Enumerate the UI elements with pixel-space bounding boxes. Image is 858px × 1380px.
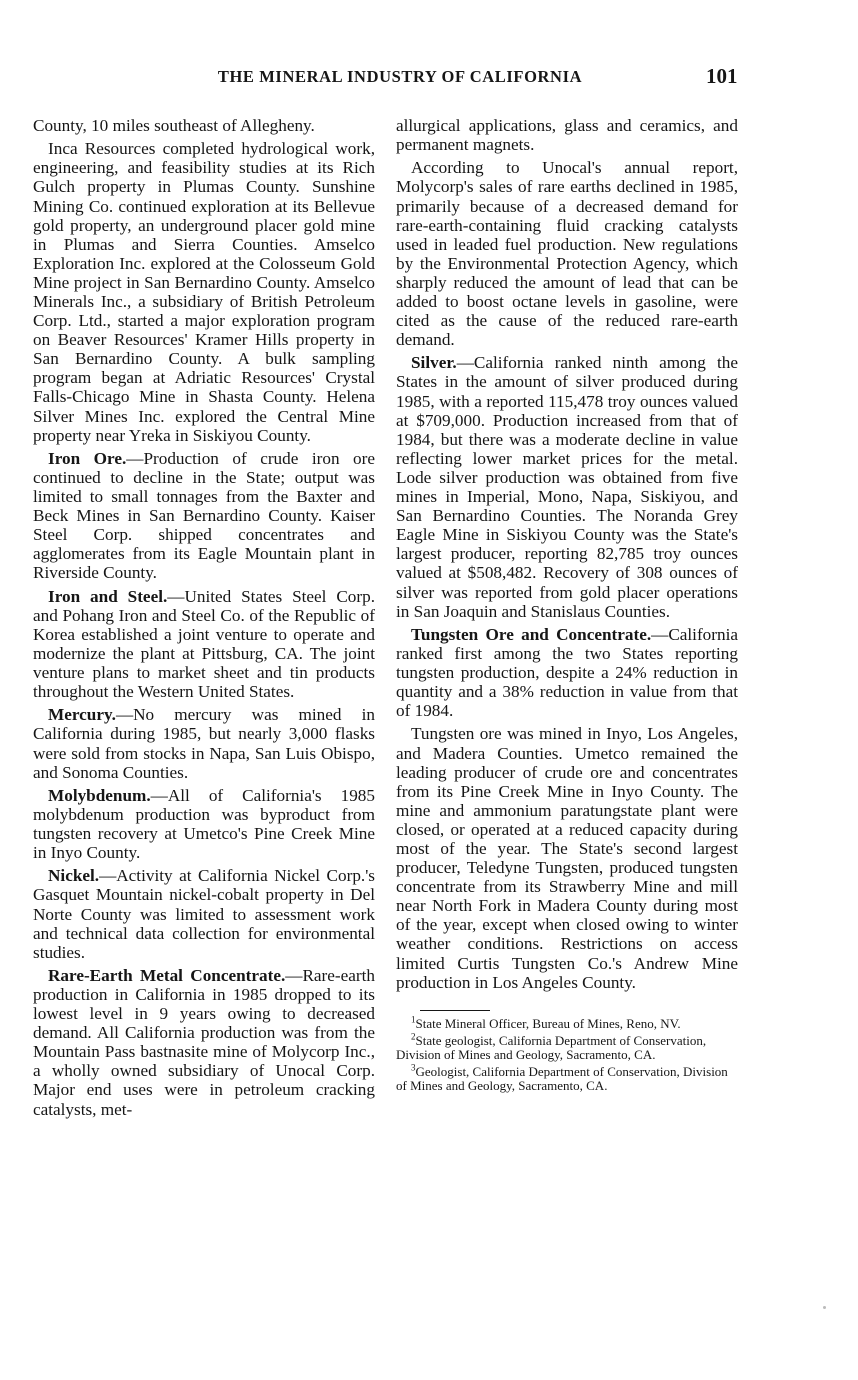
- footnote-text: Geologist, California Department of Conservation, Division of Mines and Geology, Sacramento, CA.: [396, 1063, 728, 1093]
- footnote-mark: 2: [411, 1031, 416, 1042]
- section-heading: Nickel.: [48, 866, 100, 886]
- footnote-mark: 1: [411, 1014, 416, 1025]
- footnote: [396, 1014, 738, 1032]
- section-nickel: [33, 866, 375, 961]
- section-heading: Iron Ore.: [48, 448, 127, 468]
- section-rare-earth: [33, 966, 375, 1119]
- footnote-divider: [420, 1010, 490, 1012]
- section-silver: [396, 353, 738, 620]
- section-iron-and-steel: [33, 587, 375, 702]
- section-heading: Rare-Earth Metal Concentrate.: [48, 965, 286, 985]
- section-heading: Mercury.: [48, 705, 116, 725]
- paragraph-tungsten-mines: Tungsten ore was mined in Inyo, Los Angeles, and Madera Counties. Umetco remained the leading producer of crude ore and concentrates from its Pine Creek Mine in Inyo County. The mine and ammonium paratungstate plant were closed, or operated at a reduced capacity during most of the year. The State's second largest producer, Teledyne Tungsten, produced tungsten concentrate from its Strawberry Mine and mill near North Fork in Madera County during most of the year, except when closed owing to winter weather conditions. Restrictions on access limited Curtis Tungsten Co.'s Andrew Mine production in Los Angeles County.: [396, 724, 738, 992]
- footnote: [396, 1031, 738, 1062]
- section-text: —California ranked first among the two States reporting tungsten production, despite a 24% reduction in quantity and a 38% reduction in value from that of 1984.: [396, 624, 738, 721]
- running-header-title: THE MINERAL INDUSTRY OF CALIFORNIA: [217, 67, 583, 86]
- section-text: —California ranked ninth among the States in the amount of silver produced during 1985, with a reported 115,478 troy ounces valued at $709,000. Production increased from that of 1984, but there was a moderate decline in value reflecting lower market prices for the metal. Lode silver production was obtained from five mines in Imperial, Mono, Napa, Siskiyou, and San Bernardino Counties. The Noranda Grey Eagle Mine in Siskiyou County was the State's largest producer, reporting 82,785 troy ounces valued at $508,482. Recovery of 308 ounces of silver was reported from gold placer operations in San Joaquin and Stanislaus Counties.: [396, 353, 738, 621]
- footnote-text: State geologist, California Department of Conservation, Division of Mines and Geology, Sacramento, CA.: [396, 1033, 707, 1062]
- section-heading: Tungsten Ore and Concentrate.: [411, 624, 652, 644]
- scan-speck: [823, 1306, 826, 1309]
- section-text: —Rare-earth production in California in 1985 dropped to its lowest level in 9 years owing to decreased demand. All California production was from the Mountain Pass bastnasite mine of Molycorp Inc., a wholly owned subsidiary of Unocal Corp. Major end uses were in petroleum cracking catalysts, met-: [33, 965, 375, 1119]
- footnote-text: State Mineral Officer, Bureau of Mines, Reno, NV.: [415, 1016, 681, 1032]
- left-column: [33, 116, 375, 1119]
- section-text: —Activity at California Nickel Corp.'s Gasquet Mountain nickel-cobalt property in Del Norte County was limited to assessment work and technical data collection for environmental studies.: [33, 866, 375, 962]
- section-text: —Production of crude iron ore continued to decline in the State; output was limited to small tonnages from the Baxter and Beck Mines in San Bernardino County. Kaiser Steel Corp. shipped concentrates and agglomerates from its Eagle Mountain plant in Riverside County.: [33, 448, 375, 583]
- section-iron-ore: [33, 449, 375, 583]
- section-heading: Iron and Steel.: [48, 586, 168, 606]
- section-tungsten: [396, 625, 738, 720]
- section-mercury: [33, 705, 375, 781]
- footnote: [396, 1062, 738, 1093]
- paragraph-continuation: allurgical applications, glass and ceramics, and permanent magnets.: [396, 116, 738, 155]
- section-heading: Silver.: [411, 353, 457, 373]
- paragraph-molycorp: According to Unocal's annual report, Molycorp's sales of rare earths declined in 1985, primarily because of a decreased demand for rare-earth-containing fluid cracking catalysts used in leaded fuel production. New regulations by the Environmental Protection Agency, which sharply reduced the amount of lead that can be added to boost octane levels in gasoline, were cited as the cause of the reduced rare-earth demand.: [396, 158, 738, 350]
- paragraph-exploration: Inca Resources completed hydrological work, engineering, and feasibility studies at its Rich Gulch property in Plumas County. Sunshine Mining Co. continued exploration at its Bellevue gold property, an underground placer gold mine in Plumas and Sierra Counties. Amselco Exploration Inc. explored at the Colosseum Gold Mine project in San Bernardino County. Amselco Minerals Inc., a subsidiary of British Petroleum Corp. Ltd., started a major exploration program on Beaver Resources' Kramer Hills property in San Bernardino County. A bulk sampling program began at Adriatic Resources' Crystal Falls-Chicago Mine in Shasta County. Helena Silver Mines Inc. explored the Central Mine property near Yreka in Siskiyou County.: [33, 139, 375, 445]
- section-text: —No mercury was mined in California during 1985, but nearly 3,000 flasks were sold from stocks in Napa, San Luis Obispo, and Sonoma Counties.: [33, 705, 375, 782]
- section-molybdenum: [33, 786, 375, 862]
- right-column: [396, 116, 738, 1096]
- section-heading: Molybdenum.: [48, 785, 151, 805]
- section-text: —United States Steel Corp. and Pohang Iron and Steel Co. of the Republic of Korea established a joint venture to operate and modernize the plant at Pittsburg, CA. The joint venture plans to market sheet and tin products throughout the Western United States.: [33, 586, 375, 702]
- footnote-mark: 3: [411, 1062, 416, 1073]
- paragraph-continuation: County, 10 miles southeast of Allegheny.: [33, 116, 315, 135]
- page-number: 101: [706, 64, 738, 88]
- section-text: —All of California's 1985 molybdenum production was byproduct from tungsten recovery at Umetco's Pine Creek Mine in Inyo County.: [33, 785, 375, 863]
